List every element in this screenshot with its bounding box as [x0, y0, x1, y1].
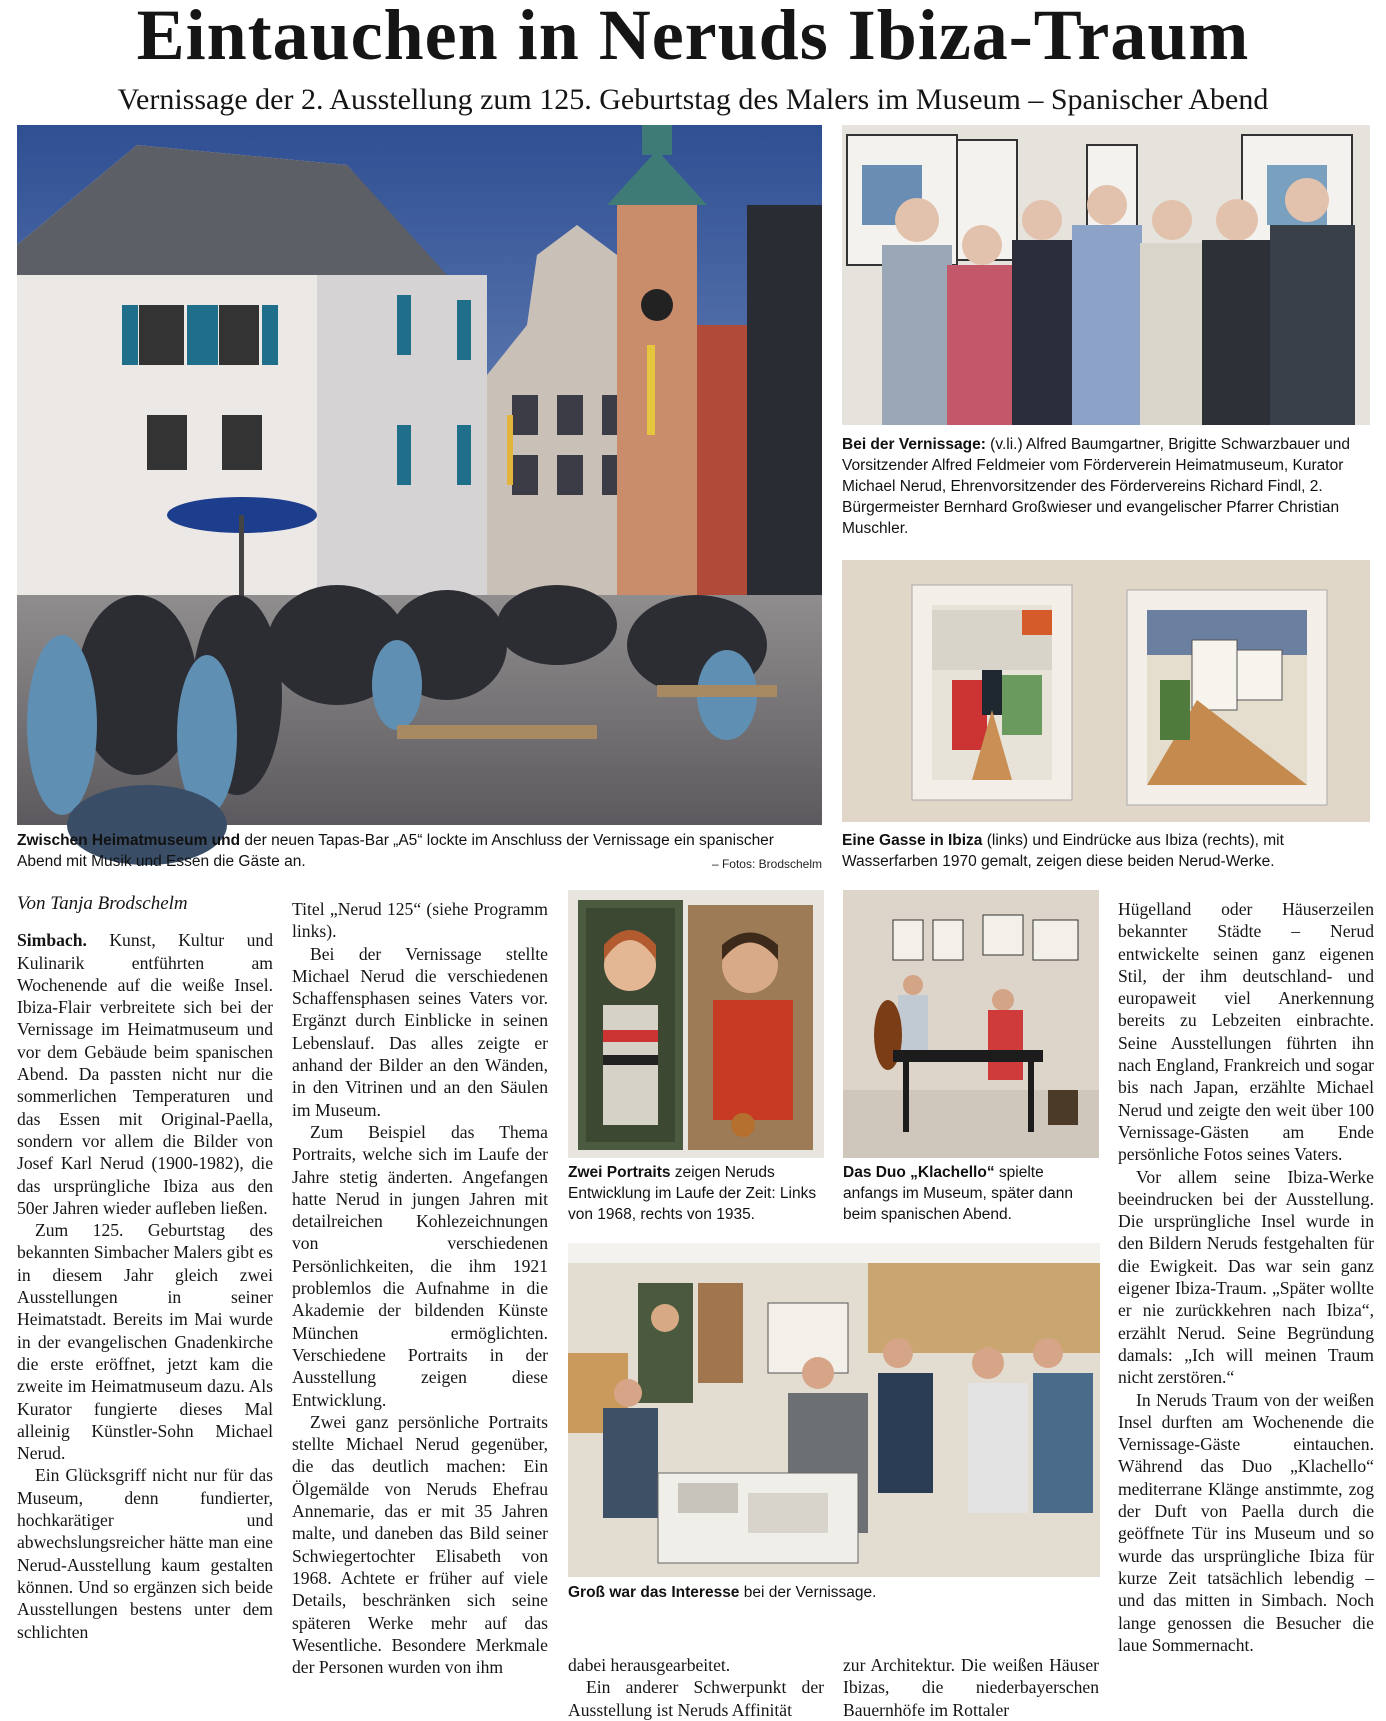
paragraph: Zum Beispiel das Thema Portraits, welche sich im Laufe der Jahre stetig änderten. Angefangen hatte Nerud in jungen Jahren mit detailreichen Kohlezeichnungen von verschiedenen Persönlichkeiten, die ihm 1921 problemlos die Aufnahme in die Akademie der bildenden Künste München ermöglichten. Verschiedene Portraits in der Ausstellung zeigen diese Entwicklung. — [292, 1121, 548, 1410]
paragraph: Ein Glücksgriff nicht nur für das Museum, denn fundierter, hochkarätiger und abwechslungsreicher hätte man eine Nerud-Ausstellung kaum gestalten können. Und so ergänzen sich beide Ausstellungen bestens unter dem schlichten — [17, 1465, 273, 1642]
caption-group: Bei der Vernissage: (v.li.) Alfred Baumgartner, Brigitte Schwarzbauer und Vorsitzender Alfred Feldmeier vom Förderverein Heimatmuseum, Kurator Michael Nerud, Ehrenvorsitzender des Fördervereins Richard Findl, 2. Bürgermeister Bernhard Großwieser und evangelischer Pfarrer Christian Muschler. — [842, 436, 1351, 537]
paragraph: Simbach. Kunst, Kultur und Kulinarik entführten am Wochenende auf die weiße Insel. Ibiza-Flair verbreitete sich bei der Vernissage im Heimatmuseum und vor dem Gebäude beim spanischen Abend. Da passten nicht nur die sommerlichen Temperaturen und das Essen mit Original-Paella, sondern vor allem die Bilder von Josef Karl Nerud (1900-1982), die das ursprüngliche Ibiza aus den 50er Jahren wieder aufleben ließen. — [17, 930, 273, 1218]
caption-duo: Das Duo „Klachello“ spielte anfangs im Museum, später dann beim spanischen Abend. — [843, 1164, 1074, 1223]
paragraph: dabei herausgearbeitet. — [568, 1655, 731, 1675]
paragraph: Zum 125. Geburtstag des bekannten Simbacher Malers gibt es in diesem Jahr gleich zwei Ausstellungen in seiner Heimatstadt. Bereits im Mai wurde in der evangelischen Gnadenkirche die erste eröffnet, jetzt kam die zweite im Heimatmuseum dazu. Als Kurator fungierte dieses Mal alleinig Künstler-Sohn Michael Nerud. — [17, 1220, 274, 1464]
caption-main: Zwischen Heimatmuseum und der neuen Tapas-Bar „A5“ lockte im Anschluss der Vernissage ein spanischer Abend mit Musik und Essen die Gäste an. – Fotos: Brodschelm — [17, 830, 822, 875]
paragraph: Bei der Vernissage stellte Michael Nerud die verschiedenen Schaffensphasen seines Vaters vor. Ergänzt durch Einblicke in seinen Lebenslauf. Das alles zeigte er anhand der Bilder an den Wänden, in den Vitrinen und an den Säulen im Museum. — [292, 943, 548, 1120]
article-column-2 — [292, 898, 548, 1701]
photo-group-vernissage — [842, 125, 1370, 425]
paragraph: In Neruds Traum von der weißen Insel durften am Wochenende die Vernissage-Gäste eintauchen. Während das Duo „Klachello“ mediterrane Klänge anstimmte, zog der Duft von Paella durch die geöffnete Tür ins Museum und so wurde das ursprüngliche Ibiza für kurze Zeit tatsächlich lebendig – und das mitten in Simbach. Noch lange genossen die Besucher die laue Sommernacht. — [1118, 1389, 1374, 1655]
byline: Von Tanja Brodschelm — [17, 893, 188, 914]
paragraph: Vor allem seine Ibiza-Werke beeindrucken bei der Ausstellung. Die ursprüngliche Insel wurde in den Bildern Neruds festgehalten für die Ewigkeit. Das war sein ganz eigener Ibiza-Traum. „Später wollte er nie zurückkehren nach Ibiza“, erzählt Nerud. Seine Begründung damals: „Ich will meinen Traum nicht zerstören.“ — [1118, 1166, 1374, 1388]
article-column-1 — [17, 893, 273, 1701]
paragraph: Zwei ganz persönliche Portraits stellte Michael Nerud gegenüber, die das deutlich machen: Ein Ölgemälde von Neruds Ehefrau Annemarie, das er mit 35 Jahren malte, und daneben das Bild seiner Schwiegertochter Elisabeth von 1968. Achtete er früher auf viele Details, beschränken sich seine späteren Werke mehr auf das Wesentliche. Besondere Merkmale der Personen wurden von ihm — [292, 1411, 548, 1678]
paragraph: Titel „Nerud 125“ (siehe Programm links). — [292, 899, 548, 942]
dateline: Simbach. — [17, 930, 87, 951]
subheadline: Vernissage der 2. Ausstellung zum 125. Geburtstag des Malers im Museum – Spanischer Abend — [117, 83, 1269, 116]
paragraph: Hügelland oder Häuserzeilen bekannter Städte – Nerud entwickelte seinen ganz eigenen Stil, der ihm deutschland- und europaweit viel Anerkennung bereits zu Lebzeiten einbrachte. Seine Ausstellungen führten ihn nach England, Frankreich und sogar bis nach Japan, erzählte Michael Nerud und zeigte den weit über 100 Vernissage-Gästen am Ende persönliche Fotos seines Vaters. — [1118, 899, 1374, 1165]
article-column-5 — [1118, 898, 1374, 1701]
caption-crowd: Groß war das Interesse bei der Vernissage. — [568, 1584, 877, 1601]
photo-exhibition-crowd — [568, 1243, 1100, 1577]
photo-duo-klachello — [843, 890, 1099, 1158]
caption-paintings: Eine Gasse in Ibiza (links) und Eindrücke aus Ibiza (rechts), mit Wasserfarben 1970 gemalt, zeigen diese beiden Nerud-Werke. — [842, 832, 1284, 870]
photo-two-portraits — [568, 890, 824, 1158]
article-column-4 — [843, 1654, 1099, 1720]
headline: Eintauchen in Neruds Ibiza-Traum — [136, 0, 1250, 75]
photo-museum-square — [17, 125, 822, 825]
article-column-3 — [568, 1654, 824, 1720]
caption-portraits: Zwei Portraits zeigen Neruds Entwicklung im Laufe der Zeit: Links von 1968, rechts von 1935. — [568, 1164, 817, 1223]
photo-credit: – Fotos: Brodschelm — [711, 857, 822, 871]
paragraph: Ein anderer Schwerpunkt der Ausstellung ist Neruds Affinität — [568, 1677, 824, 1720]
photo-ibiza-paintings — [842, 560, 1370, 822]
paragraph: zur Architektur. Die weißen Häuser Ibizas, die niederbayerschen Bauernhöfe im Rottaler — [843, 1655, 1099, 1720]
